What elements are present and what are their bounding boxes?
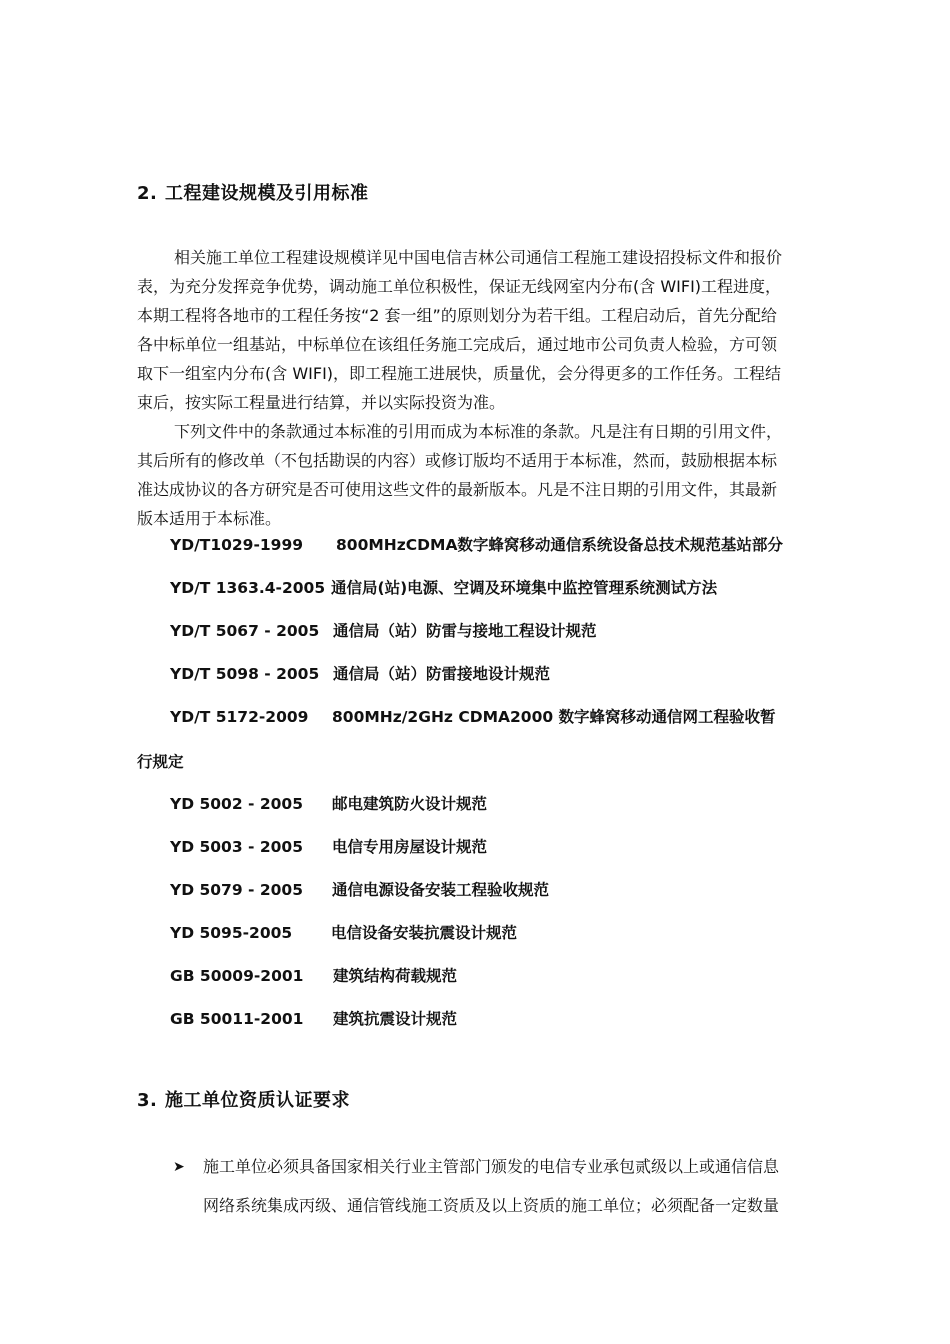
standard-item	[170, 965, 458, 987]
paragraph-line: 版本适用于本标准。	[137, 509, 282, 528]
section-3-heading	[137, 1086, 350, 1112]
paragraph-line: 取下一组室内分布(含 WIFI)，即工程施工进展快，质量优，会分得更多的工作任务。工程结	[137, 364, 782, 383]
standard-item	[170, 534, 783, 556]
standard-item	[170, 793, 488, 815]
standard-item	[170, 879, 550, 901]
standard-title: 建筑结构荷载规范	[333, 967, 458, 985]
standard-code: YD/T 5067 - 2005	[170, 622, 320, 640]
standard-item	[170, 836, 488, 858]
bullet-line: 网络系统集成丙级、通信管线施工资质及以上资质的施工单位；必须配备一定数量	[203, 1196, 780, 1215]
standard-code: YD 5095-2005	[170, 924, 293, 942]
standard-code: YD 5002 - 2005	[170, 795, 303, 813]
paragraph-line: 相关施工单位工程建设规模详见中国电信吉林公司通信工程施工建设招投标文件和报价	[174, 248, 783, 267]
arrowhead-bullet-icon: ➤	[173, 1159, 185, 1175]
standard-code: GB 50011-2001	[170, 1010, 304, 1028]
standard-item	[170, 706, 776, 728]
standard-code: YD/T1029-1999	[170, 536, 304, 554]
standard-title: 通信局(站)电源、空调及环境集中监控管理系统测试方法	[331, 579, 718, 597]
standard-title: 建筑抗震设计规范	[333, 1010, 458, 1028]
paragraph-line: 表，为充分发挥竞争优势，调动施工单位积极性，保证无线网室内分布(含 WIFI)工程进度，	[137, 277, 782, 296]
section-3-title: 施工单位资质认证要求	[165, 1090, 350, 1111]
standard-code: GB 50009-2001	[170, 967, 304, 985]
standard-item	[170, 577, 718, 599]
section-2-heading	[137, 179, 369, 205]
section-2-number: 2.	[137, 183, 158, 204]
paragraph-line: 其后所有的修改单（不包括勘误的内容）或修订版均不适用于本标准，然而，鼓励根据本标	[137, 451, 778, 470]
paragraph-line: 束后，按实际工程量进行结算，并以实际投资为准。	[137, 393, 506, 412]
bullet-line: 施工单位必须具备国家相关行业主管部门颁发的电信专业承包贰级以上或通信信息	[203, 1157, 780, 1176]
section-2-title: 工程建设规模及引用标准	[165, 183, 369, 204]
standard-title-continuation: 行规定	[137, 753, 184, 771]
standard-title: 电信设备安装抗震设计规范	[331, 924, 518, 942]
standard-title: 通信局（站）防雷与接地工程设计规范	[333, 622, 597, 640]
standard-code: YD 5079 - 2005	[170, 881, 303, 899]
standard-code: YD 5003 - 2005	[170, 838, 303, 856]
standard-title: 800MHzCDMA数字蜂窝移动通信系统设备总技术规范基站部分	[336, 536, 783, 554]
standard-code: YD/T 5172-2009	[170, 708, 309, 726]
bullet-list-item	[173, 1152, 823, 1221]
paragraph-line: 下列文件中的条款通过本标准的引用而成为本标准的条款。凡是注有日期的引用文件，	[174, 422, 783, 441]
standard-code: YD/T 5098 - 2005	[170, 665, 320, 683]
standard-title: 电信专用房屋设计规范	[332, 838, 488, 856]
reference-paragraph	[137, 417, 817, 533]
standard-code: YD/T 1363.4-2005	[170, 579, 326, 597]
standard-title: 800MHz/2GHz CDMA2000 数字蜂窝移动通信网工程验收暂	[332, 708, 776, 726]
standard-title: 通信电源设备安装工程验收规范	[332, 881, 550, 899]
scale-paragraph	[137, 243, 817, 417]
standard-item	[170, 663, 551, 685]
standard-item	[170, 922, 518, 944]
paragraph-line: 本期工程将各地市的工程任务按“2 套一组”的原则划分为若干组。工程启动后，首先分配给	[137, 306, 777, 325]
section-3-number: 3.	[137, 1090, 158, 1111]
paragraph-line: 各中标单位一组基站，中标单位在该组任务施工完成后，通过地市公司负责人检验，方可领	[137, 335, 778, 354]
standard-item	[170, 1008, 458, 1030]
standard-title: 邮电建筑防火设计规范	[332, 795, 488, 813]
paragraph-line: 准达成协议的各方研究是否可使用这些文件的最新版本。凡是不注日期的引用文件，其最新	[137, 480, 778, 499]
standard-item	[170, 620, 597, 642]
standard-title: 通信局（站）防雷接地设计规范	[333, 665, 551, 683]
